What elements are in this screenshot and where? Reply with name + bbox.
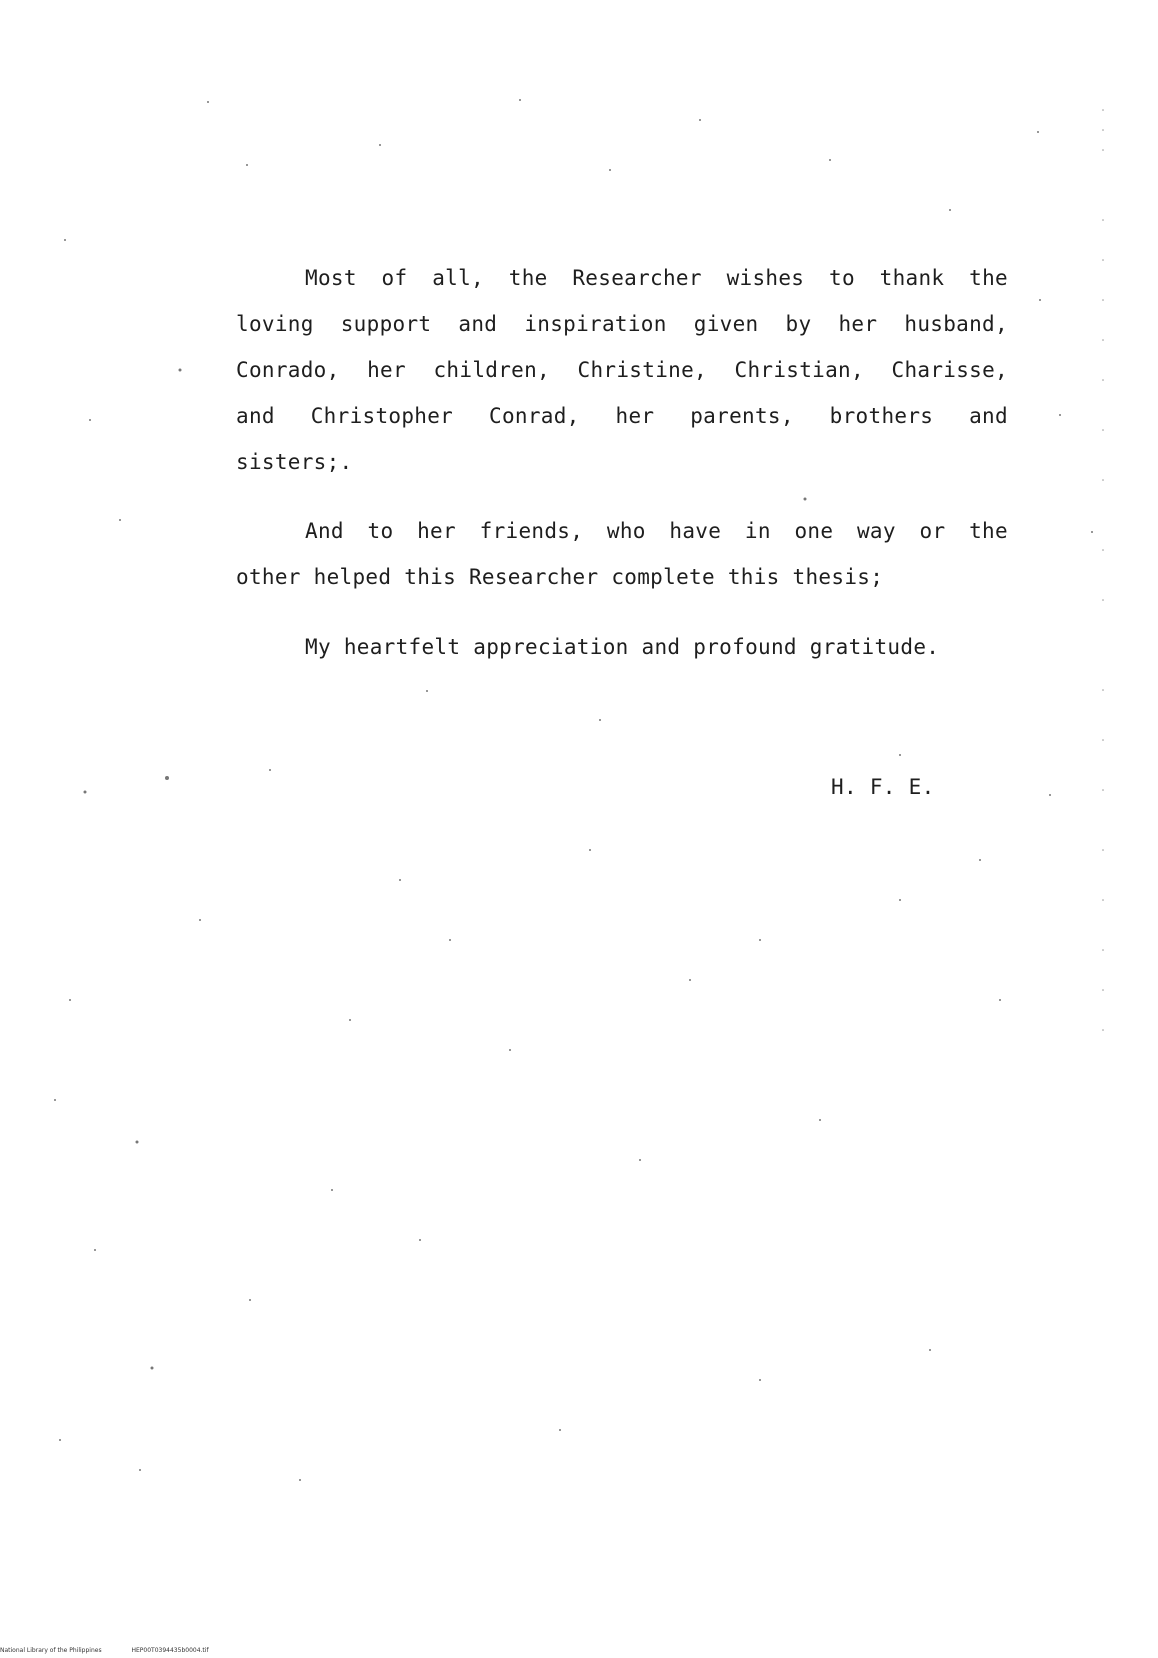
word: given — [693, 312, 759, 336]
line-text: My heartfelt appreciation and profound gratitude. — [305, 635, 940, 659]
word: inspiration — [524, 312, 667, 336]
word: And — [305, 519, 344, 543]
word: to — [367, 519, 394, 543]
word: who — [606, 519, 646, 543]
word: have — [669, 519, 722, 543]
word: wishes — [726, 266, 805, 290]
word: brothers — [829, 404, 934, 428]
word: and — [458, 312, 498, 336]
word: the — [969, 266, 1008, 290]
word: her — [417, 519, 456, 543]
word: Christian, — [734, 358, 864, 382]
word: Conrad, — [489, 404, 580, 428]
paragraph-1-line-5 — [236, 447, 1008, 477]
word: husband, — [904, 312, 1008, 336]
word: Conrado, — [236, 358, 340, 382]
paragraph-2-line-1 — [305, 516, 1008, 546]
footer-file-id: HEP00T0394435b0004.tif — [131, 1647, 209, 1654]
paragraph-1-line-1 — [305, 263, 1008, 293]
word: and — [969, 404, 1008, 428]
word: or — [919, 519, 946, 543]
word: all, — [432, 266, 484, 290]
paragraph-1-line-3 — [236, 355, 1008, 385]
word: the — [969, 519, 1008, 543]
signature-initials: H. F. E. — [831, 775, 935, 799]
word: Charisse, — [891, 358, 1008, 382]
paragraph-2-line-2 — [236, 562, 1008, 592]
footer-library: National Library of the Philippines — [0, 1647, 102, 1654]
paragraph-1-line-2 — [236, 309, 1008, 339]
scan-footer — [0, 1647, 209, 1655]
word: the — [508, 266, 548, 290]
word: sisters;. — [236, 450, 353, 474]
word: one — [794, 519, 834, 543]
word: of — [381, 266, 408, 290]
word: way — [856, 519, 896, 543]
paragraph-3-line-1 — [305, 632, 1008, 662]
word: her — [838, 312, 878, 336]
paragraph-1-line-4 — [236, 401, 1008, 431]
word: friends, — [479, 519, 584, 543]
word: in — [744, 519, 771, 543]
word: parents, — [690, 404, 794, 428]
word: thank — [879, 266, 945, 290]
word: her — [615, 404, 655, 428]
word: her — [367, 358, 406, 382]
word: and — [236, 404, 275, 428]
word: to — [829, 266, 855, 290]
word: Researcher — [572, 266, 702, 290]
line-text: other helped this Researcher complete this thesis; — [236, 565, 884, 589]
word: Christine, — [577, 358, 707, 382]
word: loving — [236, 312, 314, 336]
word: by — [785, 312, 812, 336]
word: Most — [305, 266, 357, 290]
word: support — [340, 312, 432, 336]
word: Christopher — [310, 404, 454, 428]
word: children, — [433, 358, 550, 382]
